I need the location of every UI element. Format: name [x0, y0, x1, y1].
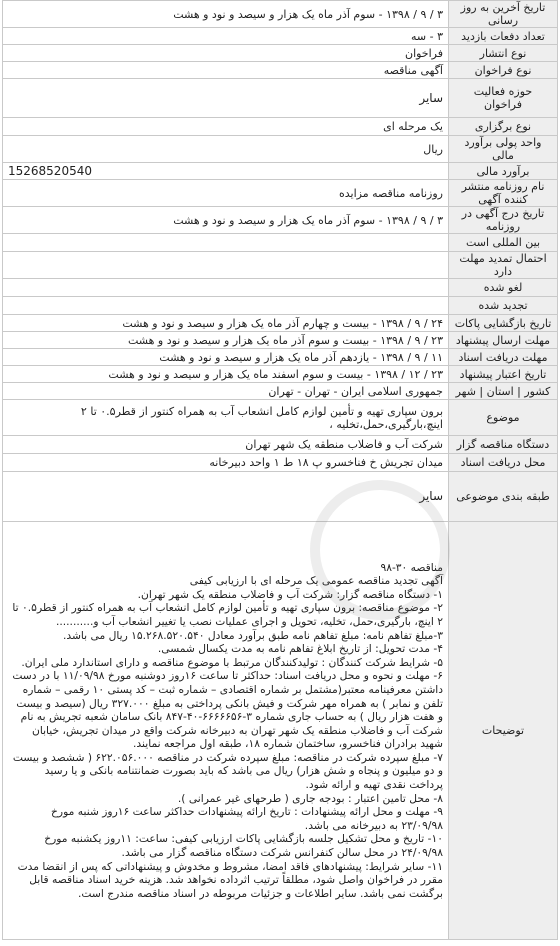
- description-line: ۹- مهلت و محل ارائه پیشنهادات : تاریخ ارائه پیشنهادات حداکثر ساعت ۱۶روز شنبه مورخ ۲۳/۰۹/۹۸ به دبیرخانه می باشد.: [51, 805, 443, 832]
- row-organization: [3, 436, 558, 454]
- row-documents-deadline: [3, 349, 558, 366]
- row-opening-date: [3, 315, 558, 332]
- description-line: ۲- موضوع مناقصه: برون سپاری تهیه و تأمین لوازم کامل انشعاب آب به همراه کنتور از قطر۰.۵ تا ۲ اینچ، بارگیری،حمل، تخلیه، تحویل و اجرای عملیات نصب یا تغییر انشعاب آب و...........: [12, 601, 443, 628]
- row-value: ۳ - سه: [3, 28, 449, 45]
- row-label: تاریخ اعتبار پیشنهاد: [449, 366, 558, 383]
- row-location: [3, 383, 558, 400]
- row-label: محل دریافت اسناد: [449, 454, 558, 472]
- description-line: ۷- مبلغ سپرده شرکت در مناقصه: مبلغ سپرده شرکت در مناقصه ۶۲۲.۰۵۶.۰۰۰ ( ششصد و بیست و دو میلیون و پنجاه و شش هزار) ریال می باشد که باید بصورت ضمانتنامه بانکی و یا رسید پرداخت نقدی تهیه و ارائه شود.: [12, 750, 443, 792]
- row-label: موضوع: [449, 400, 558, 436]
- row-label: تجدید شده: [449, 297, 558, 315]
- row-renewed: [3, 297, 558, 315]
- description-text: [3, 522, 449, 940]
- row-value: ۲۳ / ۹ / ۱۳۹۸ - بیست و سوم آذر ماه یک هزار و سیصد و نود و هشت: [3, 332, 449, 349]
- description-line: مناقصه ۳۰-۹۸: [380, 560, 443, 574]
- description-line: ۶- مهلت و نحوه و محل دریافت اسناد: حداکثر تا ساعت ۱۶روز دوشنبه مورخ ۱۱/۰۹/۹۸ با در دست داشتن معرفینامه معتبر(مشتمل بر شماره اقتصادی – شماره ثبت – کد پستی ۱۰ رقمی – شماره تلفن و نمابر ) به همراه مهر شرکت و فیش بانکی پرداختی به مبلغ ۳۲۷.۰۰۰ ریال (سیصد و بیست و هفت هزار ریال ) به حساب جاری شماره ۳-۶۶۶۶۶۵۶-۴۰-۸۴۷ بانک سامان شعبه تجریش به نام شرکت آب و فاضلاب منطقه یک شهر تهران به دبیرخانه شرکت واقع در میدان تجریش، خیابان شهید برادران فناخسرو، ساختمان شماره ۱۸، طبقه اول مراجعه نمایند.: [12, 669, 443, 751]
- row-label: تاریخ درج آگهی در روزنامه: [449, 207, 558, 234]
- row-currency: [3, 136, 558, 163]
- row-value: روزنامه مناقصه مزایده: [3, 180, 449, 207]
- row-value: ریال: [3, 136, 449, 163]
- row-label: لغو شده: [449, 279, 558, 297]
- row-international: [3, 234, 558, 252]
- row-label: مهلت دریافت اسناد: [449, 349, 558, 366]
- row-value: ۳ / ۹ / ۱۳۹۸ - سوم آذر ماه یک هزار و سیصد و نود و هشت: [3, 207, 449, 234]
- description-line: آگهی تجدید مناقصه عمومی یک مرحله ای با ارزیابی کیفی: [189, 574, 443, 588]
- description-line: ۳-مبلغ تفاهم نامه: مبلغ تفاهم نامه طبق برآورد معادل ۱۵.۲۶۸.۵۲۰.۵۴۰ ریال می باشد.: [62, 628, 443, 642]
- row-value: یک مرحله ای: [3, 118, 449, 136]
- row-publish-type: [3, 45, 558, 62]
- row-value: سایر: [3, 472, 449, 522]
- row-value: ۲۳ / ۱۲ / ۱۳۹۸ - بیست و سوم اسفند ماه یک هزار و سیصد و نود و هشت: [3, 366, 449, 383]
- row-holding-type: [3, 118, 558, 136]
- row-label: بین المللی است: [449, 234, 558, 252]
- row-label: نام روزنامه منتشر کننده آگهی: [449, 180, 558, 207]
- row-value: 15268520540: [3, 163, 449, 180]
- description-line: ۱۰- تاریخ و محل تشکیل جلسه بازگشایی پاکات ارزیابی کیفی: ساعت: ۱۱روز یکشنبه مورخ ۲۴/۰۹/۹۸ در محل سالن کنفرانس شرکت دستگاه مناقصه گزار می باشد.: [44, 832, 443, 860]
- row-description: [3, 522, 558, 940]
- row-label: حوزه فعالیت فراخوان: [449, 79, 558, 118]
- row-activity-field: [3, 79, 558, 118]
- row-value: سایر: [3, 79, 449, 118]
- row-value: میدان تجریش خ فناخسرو پ ۱۸ ط ۱ واحد دبیرخانه: [3, 454, 449, 472]
- description-line: ۴- مدت تحویل: از تاریخ ابلاغ تفاهم نامه به مدت یکسال شمسی.: [157, 642, 443, 656]
- row-cancelled: [3, 279, 558, 297]
- row-value: [3, 279, 449, 297]
- row-last-update: [3, 1, 558, 28]
- description-line: ۱۱- سایر شرایط: پیشنهادهای فاقد امضا، مشروط و مخدوش و پیشنهاداتی که پس از انقضا مدت مقرر در فراخوان واصل شود، مطلقاً ترتیب اثرداده نخواهد شد. هزینه خرید اسناد مناقصه قابل برگشت نمی باشد. سایر اطلاعات و جزئیات مربوطه در اسناد مناقصه مندرج است.: [17, 859, 443, 900]
- row-extension: [3, 252, 558, 279]
- row-label: کشور | استان | شهر: [449, 383, 558, 400]
- row-value: [3, 297, 449, 315]
- row-label: واحد پولی برآورد مالی: [449, 136, 558, 163]
- description-line: ۱- دستگاه مناقصه گزار: شرکت آب و فاضلاب منطقه یک شهر تهران.: [137, 587, 443, 601]
- description-line: ۸- محل تامین اعتبار : بودجه جاری ( طرحهای غیر عمرانی ).: [177, 791, 443, 805]
- description-line: ۵- شرایط شرکت کنندگان : تولیدکنندگان مرتبط با موضوع مناقصه و دارای استاندارد ملی ایران.: [21, 655, 443, 669]
- row-label: نوع برگزاری: [449, 118, 558, 136]
- row-call-type: [3, 62, 558, 79]
- row-label: نوع انتشار: [449, 45, 558, 62]
- row-value: [3, 252, 449, 279]
- row-value: شرکت آب و فاضلاب منطقه یک شهر تهران: [3, 436, 449, 454]
- tender-details-table: [2, 0, 558, 940]
- row-newspaper-date: [3, 207, 558, 234]
- row-label: تاریخ بازگشایی پاکات: [449, 315, 558, 332]
- row-value: آگهی مناقصه: [3, 62, 449, 79]
- row-value: ۳ / ۹ / ۱۳۹۸ - سوم آذر ماه یک هزار و سیصد و نود و هشت: [3, 1, 449, 28]
- row-label: تاریخ آخرین به روز رسانی: [449, 1, 558, 28]
- row-value: جمهوری اسلامی ایران - تهران - تهران: [3, 383, 449, 400]
- row-label: احتمال تمدید مهلت دارد: [449, 252, 558, 279]
- row-visit-count: [3, 28, 558, 45]
- row-label: توضیحات: [449, 522, 558, 940]
- row-value: برون سپاری تهیه و تأمین لوازم کامل انشعاب آب به همراه کنتور از قطر۰.۵ تا ۲ اینچ،بارگیری،حمل،تخلیه ،: [3, 400, 449, 436]
- row-documents-place: [3, 454, 558, 472]
- row-newspaper: [3, 180, 558, 207]
- row-label: تعداد دفعات بازدید: [449, 28, 558, 45]
- row-estimate: [3, 163, 558, 180]
- row-value: ۲۴ / ۹ / ۱۳۹۸ - بیست و چهارم آذر ماه یک هزار و سیصد و نود و هشت: [3, 315, 449, 332]
- row-submission-deadline: [3, 332, 558, 349]
- row-subject: [3, 400, 558, 436]
- row-value: ۱۱ / ۹ / ۱۳۹۸ - یازدهم آذر ماه یک هزار و سیصد و نود و هشت: [3, 349, 449, 366]
- row-validity-date: [3, 366, 558, 383]
- row-category: [3, 472, 558, 522]
- tender-details: [2, 0, 558, 940]
- row-label: مهلت ارسال پیشنهاد: [449, 332, 558, 349]
- row-label: نوع فراخوان: [449, 62, 558, 79]
- row-label: طبقه بندی موضوعی: [449, 472, 558, 522]
- row-value: [3, 234, 449, 252]
- row-label: دستگاه مناقصه گزار: [449, 436, 558, 454]
- row-label: برآورد مالی: [449, 163, 558, 180]
- row-value: فراخوان: [3, 45, 449, 62]
